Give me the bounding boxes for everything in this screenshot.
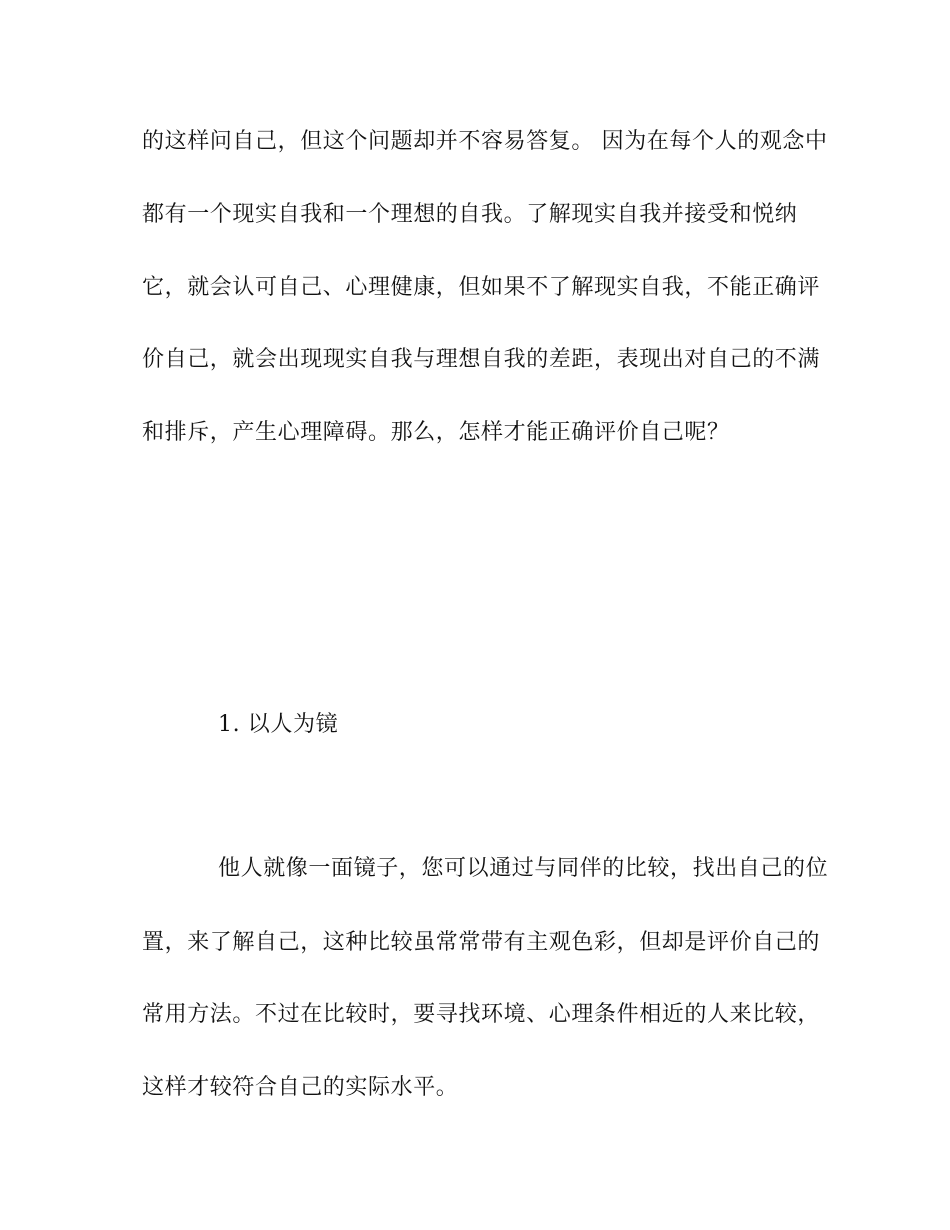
paragraph-line: 置，来了解自己，这种比较虽常常带有主观色彩，但却是评价自己的 xyxy=(142,930,821,955)
paragraph-line: 的这样问自己，但这个问题却并不容易答复。 因为在每个人的观念中 xyxy=(142,129,828,154)
paragraph-line: 和排斥，产生心理障碍。那么，怎样才能正确评价自己呢？ xyxy=(142,420,730,445)
paragraph-line: 它，就会认可自己、心理健康，但如果不了解现实自我，不能正确评 xyxy=(142,275,821,300)
paragraph-line: 他人就像一面镜子，您可以通过与同伴的比较，找出自己的位 xyxy=(218,856,829,881)
paragraph-line: 常用方法。不过在比较时，要寻找环境、心理条件相近的人来比较， xyxy=(142,1002,821,1027)
paragraph-line: 都有一个现实自我和一个理想的自我。了解现实自我并接受和悦纳 xyxy=(142,202,798,227)
section-heading: 1. 以人为镜 xyxy=(218,712,339,737)
paragraph-line: 这样才较符合自己的实际水平。 xyxy=(142,1075,459,1100)
paragraph-line: 价自己，就会出现现实自我与理想自我的差距，表现出对自己的不满 xyxy=(142,347,821,372)
